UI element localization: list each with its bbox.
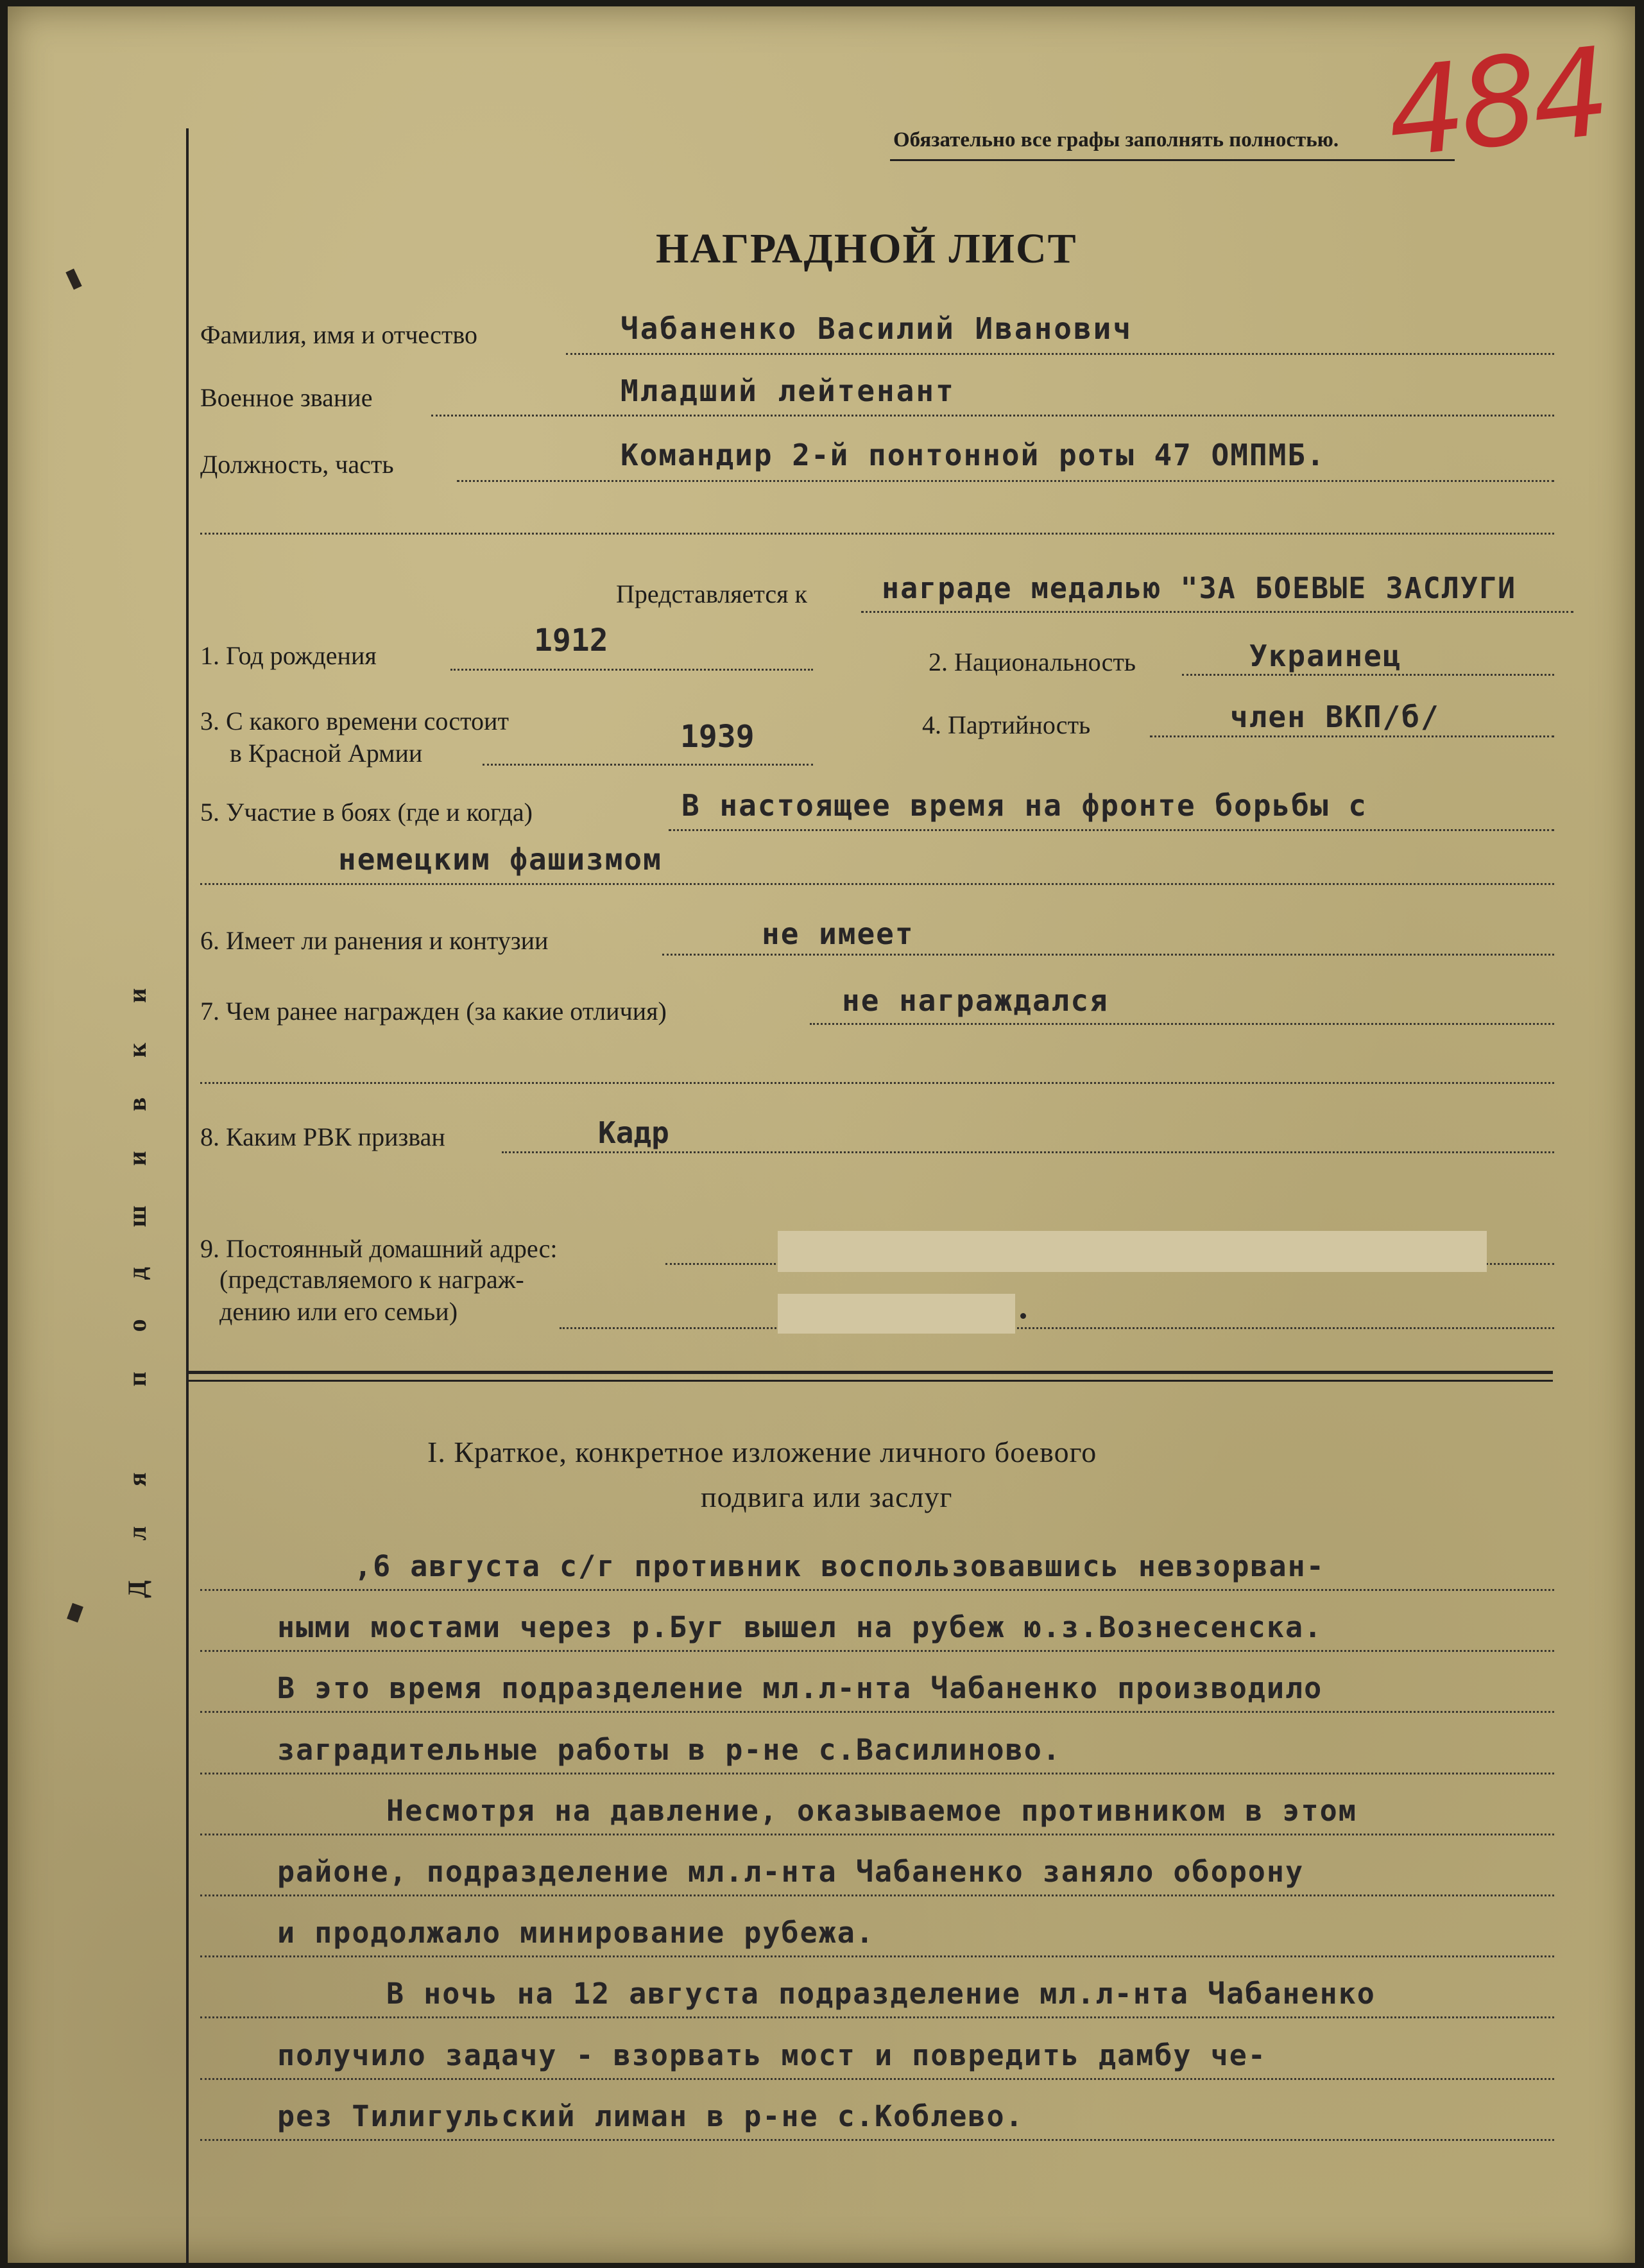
name-line [566,353,1554,355]
party-label: 4. Партийность [922,710,1091,739]
section-separator [186,1371,1553,1374]
nationality-value: Украинец [1249,639,1402,673]
wounds-label: 6. Имеет ли ранения и контузии [200,926,549,955]
narrative-line: В ночь на 12 августа подразделение мл.л-нта Чабаненко [386,1977,1376,2011]
award-sheet-page: ​ Для подшивки Обязательно все графы заполнять полностью. 484 НАГРАДНОЙ ЛИСТ Фамилия, имя и отчество Чабаненко Василий Иванович Военное звание Младший лейтенант Должность, часть Командир 2-й понтонной роты 47 ОМПМБ. Представляется к награде медалью "ЗА БОЕВЫЕ ЗАСЛУГИ 1. Год рождения 1912 2. Национальность Украинец 3. С какого времени состоит в Красной Армии 1939 4. Партийность член ВКП/б/ 5. Участие в боях (где и когда) В настоящее время на фронте борьбы с немецким фашизмом 6. Имеет ли ранения и контузии не имеет 7. Чем ранее награжден (за какие отличия) не награждался 8. Каким РВК призван Кадр 9. Постоянный домашний адрес: (представляемого к награж- дению или его семьи) I. Краткое, конкретное изложение личного боевого подвига или заслуг ,6 августа с/г противник воспользовавшись невзорван- ными мостами через р.Буг вышел на рубеж ю.з.Вознесенска. В это время подразделение мл.л-нта Чабаненко производило заградительные работы в р-не с.Василиново. Несмотря на давление, оказываемое противником в этом районе, подразделение мл.л-нта Чабаненко заняло оборону и продолжало минирование рубежа. В ночь на 12 августа подразделение мл.л-нта Чабаненко получило задачу - взорвать мост и повредить дамбу че- рез Тилигульский лиман в р-не с.Коблево. [8,6,1635,2263]
battles-line [669,829,1554,831]
rank-label: Военное звание [200,383,373,412]
section-heading-1: I. Краткое, конкретное изложение личного боевого [427,1436,1097,1468]
section-heading-2: подвига или заслуг [701,1481,953,1513]
page-title [656,225,1077,273]
address-label-3: дению или его семьи) [219,1297,458,1326]
position-line-2 [200,533,1554,535]
address-redaction [778,1231,1487,1272]
sheet-number [1380,21,1611,185]
binding-label [122,948,152,1598]
service-label-2: в Красной Армии [230,739,423,768]
address-redaction [778,1294,1015,1334]
rvk-line [502,1151,1554,1153]
birth-value: 1912 [534,623,608,658]
narrative-dotted-line [200,2016,1554,2018]
narrative-line: получило задачу - взорвать мост и повредить дамбу че- [277,2038,1267,2072]
wounds-line [662,954,1554,956]
notice-underline [890,159,1455,161]
narrative-dotted-line [200,1834,1554,1835]
address-dot [1020,1313,1026,1319]
service-label-1: 3. С какого времени состоит [200,707,509,735]
narrative-line: ными мостами через р.Буг вышел на рубеж ю.з.Вознесенска. [277,1610,1323,1645]
position-line [457,480,1554,482]
rank-line [431,415,1554,417]
rvk-label: 8. Каким РВК призван [200,1122,445,1151]
binding-label-text: Для подшивки [123,948,151,1598]
narrative-line: и продолжало минирование рубежа. [277,1916,875,1950]
birth-label: 1. Год рождения [200,641,377,670]
prev-awards-line-2 [200,1082,1554,1084]
address-line-2 [560,1327,1554,1329]
narrative-line: рез Тилигульский лиман в р-не с.Коблево. [277,2099,1024,2133]
name-label: Фамилия, имя и отчество [200,320,478,349]
narrative-dotted-line [200,1650,1554,1652]
narrative-line: В это время подразделение мл.л-нта Чабаненко производило [277,1671,1323,1706]
narrative-dotted-line [200,2078,1554,2080]
birth-line [450,669,813,671]
name-value: Чабаненко Василий Иванович [621,311,1133,346]
binding-margin-line [186,128,189,2263]
narrative-line: ,6 августа с/г противник воспользовавшись невзорван- [354,1549,1325,1583]
service-value: 1939 [680,719,755,755]
address-label-2: (представляемого к награж- [219,1265,524,1294]
binding-hole-mark [67,1603,83,1623]
prev-awards-label: 7. Чем ранее награжден (за какие отличия) [200,997,667,1026]
award-label: Представляется к [616,580,807,608]
narrative-dotted-line [200,1773,1554,1774]
fill-notice [893,128,1339,152]
party-value: член ВКП/б/ [1230,700,1440,734]
position-label: Должность, часть [200,450,394,479]
binding-hole-mark [65,268,81,289]
narrative-dotted-line [200,1589,1554,1591]
nationality-label: 2. Национальность [929,648,1136,676]
fill-notice-text: Обязательно все графы заполнять полностью. [893,128,1339,151]
narrative-dotted-line [200,2139,1554,2141]
battles-value-1: В настоящее время на фронте борьбы с [681,788,1367,823]
award-value: награде медалью "ЗА БОЕВЫЕ ЗАСЛУГИ [882,571,1517,605]
rank-value: Младший лейтенант [621,374,955,408]
position-value: Командир 2-й понтонной роты 47 ОМПМБ. [621,438,1326,472]
battles-line-2 [200,883,1554,885]
award-line [861,611,1573,613]
narrative-dotted-line [200,1711,1554,1713]
narrative-line: заградительные работы в р-не с.Василиново. [277,1732,1061,1767]
narrative-line: Несмотря на давление, оказываемое противником в этом [386,1793,1357,1828]
battles-value-2: немецким фашизмом [338,842,662,877]
sheet-number-text: 484 [1380,21,1612,185]
rvk-value: Кадр [598,1115,669,1150]
narrative-dotted-line [200,1894,1554,1896]
section-separator [186,1380,1553,1382]
battles-label: 5. Участие в боях (где и когда) [200,798,533,827]
narrative-line: районе, подразделение мл.л-нта Чабаненко заняло оборону [277,1855,1305,1889]
service-line [483,764,813,766]
prev-awards-line [810,1023,1554,1025]
page-title-text: НАГРАДНОЙ ЛИСТ [656,225,1077,272]
party-line [1150,735,1554,737]
wounds-value: не имеет [762,916,914,951]
prev-awards-value: не награждался [842,983,1109,1018]
address-label-1: 9. Постоянный домашний адрес: [200,1234,558,1263]
nationality-line [1182,674,1554,676]
narrative-dotted-line [200,1955,1554,1957]
